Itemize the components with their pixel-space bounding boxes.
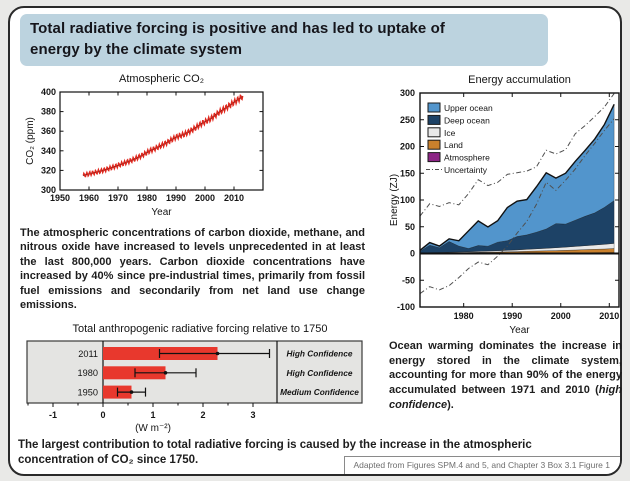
svg-text:360: 360 <box>40 126 56 137</box>
confidence-label: High Confidence <box>286 348 353 359</box>
svg-text:150: 150 <box>399 168 415 179</box>
co2-seasonal-line <box>83 95 243 177</box>
forcing-bar-2011 <box>78 347 353 360</box>
attribution-note: Adapted from Figures SPM.4 and 5, and Chapter 3 Box 3.1 Figure 1 <box>344 456 620 474</box>
ocean-paragraph-text: Ocean warming dominates the increase in energy stored in the climate system, accounting for more than 90% of the energy accumulated between 1971 and 2010 ( <box>389 340 622 396</box>
svg-text:Upper ocean: Upper ocean <box>444 103 493 113</box>
page-title-line1: Total radiative forcing is positive and has led to uptake of <box>30 20 445 37</box>
svg-text:1980: 1980 <box>453 311 474 321</box>
co2-trend-line <box>83 96 243 175</box>
svg-text:1950: 1950 <box>49 193 71 203</box>
co2-ylabel: CO₂ (ppm) <box>25 117 36 165</box>
forcing-chart <box>14 318 384 438</box>
svg-text:100: 100 <box>399 195 415 205</box>
svg-text:Land: Land <box>444 140 463 151</box>
legend-atmosphere <box>428 153 490 163</box>
ocean-paragraph-italic: high confidence <box>389 383 622 411</box>
svg-text:-1: -1 <box>48 410 58 420</box>
svg-text:Ice: Ice <box>444 127 456 138</box>
svg-text:300: 300 <box>40 185 56 195</box>
svg-text:Uncertainty: Uncertainty <box>444 165 487 175</box>
content-panel <box>8 6 622 476</box>
svg-text:50: 50 <box>404 221 415 232</box>
ocean-paragraph-end: ). <box>447 398 454 411</box>
svg-text:Deep ocean: Deep ocean <box>444 115 490 126</box>
svg-text:1990: 1990 <box>165 193 187 203</box>
confidence-label: Medium Confidence <box>280 387 359 398</box>
bar-year-label: 1980 <box>77 368 98 379</box>
energy-xlabel: Year <box>509 325 530 336</box>
co2-paragraph: The atmospheric concentrations of carbon dioxide, methane, and nitrous oxide have increased to levels unprecedented in at least the last 800,000 years. Carbon dioxide concentrations have increased by 40% since pre-industrial times, primarily from fossil fuel emissions and secondarily from net land use change emissions. <box>20 227 365 312</box>
legend-uncertainty <box>426 165 488 175</box>
svg-text:200: 200 <box>399 141 415 152</box>
svg-text:1980: 1980 <box>136 193 158 203</box>
svg-text:340: 340 <box>40 145 56 156</box>
bar-year-label: 2011 <box>78 348 98 359</box>
bar-year-label: 1950 <box>77 387 98 398</box>
svg-text:Atmosphere: Atmosphere <box>444 152 490 163</box>
confidence-label: High Confidence <box>286 367 353 378</box>
svg-text:0: 0 <box>409 248 415 259</box>
svg-text:250: 250 <box>399 114 415 125</box>
title-banner <box>20 14 548 66</box>
svg-text:2000: 2000 <box>550 311 571 321</box>
energy-ylabel: Energy (ZJ) <box>389 173 400 227</box>
svg-text:1970: 1970 <box>107 193 129 203</box>
svg-text:1: 1 <box>150 410 156 420</box>
svg-text:3: 3 <box>250 410 256 420</box>
co2-chart <box>22 70 367 220</box>
ocean-paragraph <box>389 339 622 412</box>
legend-upper-ocean <box>428 103 493 113</box>
legend-land <box>428 140 463 150</box>
co2-xlabel: Year <box>151 207 172 218</box>
svg-text:320: 320 <box>40 165 56 176</box>
svg-text:2010: 2010 <box>599 311 620 321</box>
legend-deep-ocean <box>428 115 490 125</box>
svg-text:400: 400 <box>40 87 56 97</box>
forcing-chart-title: Total anthropogenic radiative forcing relative to 1750 <box>72 323 328 335</box>
co2-chart-title: Atmospheric CO₂ <box>119 73 204 85</box>
legend-ice <box>428 128 456 138</box>
svg-text:2: 2 <box>200 410 206 420</box>
svg-text:2000: 2000 <box>194 193 216 203</box>
energy-chart-title: Energy accumulation <box>468 74 571 86</box>
forcing-xlabel: (W m⁻²) <box>135 423 171 434</box>
svg-text:0: 0 <box>100 410 106 420</box>
page-title-line2: energy by the climate system <box>30 40 243 58</box>
energy-accumulation-chart <box>387 70 630 336</box>
svg-text:380: 380 <box>40 106 56 117</box>
svg-text:2010: 2010 <box>223 193 245 203</box>
svg-text:1990: 1990 <box>502 311 523 321</box>
svg-text:-50: -50 <box>401 275 415 286</box>
bottom-paragraph: The largest contribution to total radiative forcing is caused by the increase in the atmospheric concentration of CO₂ since 1750. <box>18 439 532 466</box>
svg-text:-100: -100 <box>396 302 415 312</box>
svg-text:1960: 1960 <box>78 193 100 203</box>
svg-text:300: 300 <box>399 88 415 98</box>
